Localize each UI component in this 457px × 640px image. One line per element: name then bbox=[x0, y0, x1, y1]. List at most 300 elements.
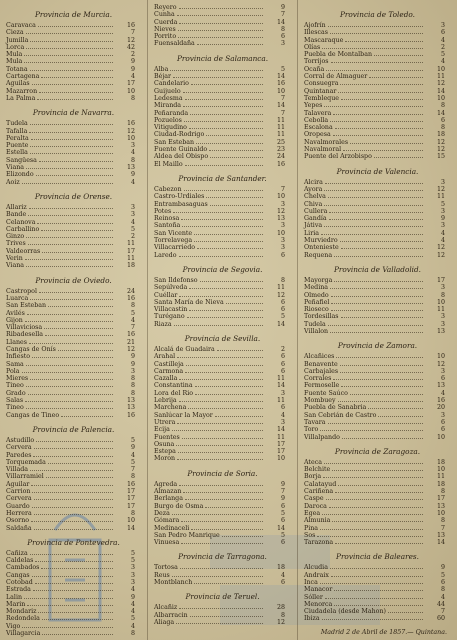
dot-leader bbox=[369, 73, 423, 78]
town-name: Cazalla bbox=[154, 375, 178, 383]
dot-leader bbox=[329, 215, 423, 220]
town-row bbox=[6, 262, 141, 269]
dot-leader bbox=[26, 233, 113, 238]
town-row bbox=[154, 434, 291, 441]
town-name: Navalmoral bbox=[304, 146, 342, 154]
town-name: Mombuey bbox=[304, 397, 336, 405]
town-name: Carmona bbox=[154, 367, 184, 375]
town-row bbox=[304, 368, 451, 375]
town-value: 17 bbox=[436, 495, 445, 503]
town-name: Medinaceli bbox=[154, 524, 190, 532]
town-name: Torrijos bbox=[304, 58, 329, 66]
town-value: 4 bbox=[130, 586, 135, 594]
town-row bbox=[304, 66, 451, 73]
town-row bbox=[6, 302, 141, 309]
town-name: Consuegra bbox=[304, 80, 339, 88]
town-name: Ateca bbox=[304, 458, 322, 466]
town-row bbox=[6, 95, 141, 102]
town-row bbox=[304, 299, 451, 306]
dot-leader bbox=[33, 452, 113, 457]
town-row bbox=[304, 29, 451, 36]
town-row bbox=[304, 186, 451, 193]
town-name: Cabezon bbox=[154, 185, 182, 193]
town-row bbox=[6, 37, 141, 44]
town-value: 7 bbox=[130, 324, 135, 332]
town-value: 11 bbox=[276, 397, 285, 405]
dot-leader bbox=[172, 572, 263, 577]
dot-leader bbox=[330, 284, 423, 289]
town-name: Torrelavega bbox=[154, 237, 193, 245]
town-value: 2 bbox=[130, 233, 135, 241]
town-row bbox=[6, 630, 141, 637]
town-name: Ecija bbox=[154, 426, 170, 434]
dot-leader bbox=[24, 594, 113, 599]
dot-leader bbox=[195, 382, 263, 387]
dot-leader bbox=[320, 426, 423, 431]
dot-leader bbox=[173, 73, 263, 78]
dot-leader bbox=[188, 404, 263, 409]
town-value: 14 bbox=[276, 382, 285, 390]
town-name: Cañiza bbox=[6, 549, 28, 557]
town-value: 5 bbox=[440, 51, 445, 59]
town-row bbox=[154, 448, 291, 455]
town-value: 4 bbox=[440, 229, 445, 237]
town-row bbox=[6, 488, 141, 495]
dot-leader bbox=[191, 525, 263, 530]
town-value: 6 bbox=[280, 360, 285, 368]
dot-leader bbox=[42, 615, 113, 620]
town-name: Osorno bbox=[6, 517, 30, 525]
town-row bbox=[304, 525, 451, 532]
town-value: 2 bbox=[280, 345, 285, 353]
town-row bbox=[304, 426, 451, 433]
dot-leader bbox=[30, 466, 113, 471]
town-value: 2 bbox=[440, 43, 445, 51]
town-value: 4 bbox=[440, 36, 445, 44]
town-row bbox=[154, 102, 291, 109]
town-value: 4 bbox=[130, 451, 135, 459]
town-name: Infiesto bbox=[6, 353, 31, 361]
town-row bbox=[304, 102, 451, 109]
town-value: 5 bbox=[130, 458, 135, 466]
town-value: 16 bbox=[436, 397, 445, 405]
town-row bbox=[304, 481, 451, 488]
town-row bbox=[154, 604, 291, 611]
town-name: Menorca bbox=[304, 600, 333, 608]
province-heading: Provincia de Murcia. bbox=[34, 10, 113, 19]
town-name: Alba bbox=[154, 65, 169, 73]
town-value: 12 bbox=[436, 80, 445, 88]
column-2 bbox=[148, 0, 298, 640]
dot-leader bbox=[335, 488, 423, 493]
town-value: 5 bbox=[280, 313, 285, 321]
dot-leader bbox=[205, 503, 263, 508]
town-row bbox=[154, 11, 291, 18]
dot-leader bbox=[34, 510, 113, 515]
town-value: 10 bbox=[436, 353, 445, 361]
town-value: 14 bbox=[436, 539, 445, 547]
town-name: Tembleque bbox=[304, 94, 339, 102]
town-row bbox=[304, 277, 451, 284]
town-value: 11 bbox=[126, 240, 135, 248]
town-value: 8 bbox=[130, 630, 135, 638]
town-value: 10 bbox=[436, 433, 445, 441]
town-value: 10 bbox=[126, 517, 135, 525]
town-row bbox=[6, 331, 141, 338]
town-row bbox=[154, 146, 291, 153]
town-value: 13 bbox=[436, 502, 445, 510]
town-value: 3 bbox=[440, 367, 445, 375]
dot-leader bbox=[340, 80, 423, 85]
town-value: 17 bbox=[276, 448, 285, 456]
dot-leader bbox=[45, 331, 113, 336]
dot-leader bbox=[30, 149, 113, 154]
province-heading: Provincia de Teruel. bbox=[185, 592, 260, 602]
town-row bbox=[6, 444, 141, 451]
town-name: Almazan bbox=[154, 488, 182, 496]
town-name: Villacastin bbox=[154, 306, 188, 314]
town-row bbox=[6, 495, 141, 502]
dot-leader bbox=[333, 110, 423, 115]
town-row bbox=[304, 517, 451, 524]
dot-leader bbox=[179, 481, 263, 486]
town-value: 60 bbox=[436, 615, 445, 623]
town-value: 3 bbox=[130, 211, 135, 219]
town-name: Osuna bbox=[154, 440, 175, 448]
town-name: Celanova bbox=[6, 218, 36, 226]
town-value: 12 bbox=[126, 127, 135, 135]
town-name: Alcañiz bbox=[154, 604, 178, 612]
dot-leader bbox=[328, 22, 423, 27]
town-value: 8 bbox=[130, 509, 135, 517]
town-value: 5 bbox=[280, 509, 285, 517]
town-value: 14 bbox=[276, 18, 285, 26]
town-value: 9 bbox=[130, 444, 135, 452]
town-name: Sangüesa bbox=[6, 156, 37, 164]
dot-leader bbox=[177, 455, 263, 460]
town-row bbox=[304, 459, 451, 466]
town-row bbox=[154, 244, 291, 251]
town-value: 10 bbox=[436, 94, 445, 102]
town-value: 4 bbox=[440, 58, 445, 66]
dot-leader bbox=[330, 29, 423, 34]
dot-leader bbox=[179, 397, 263, 402]
town-row bbox=[154, 66, 291, 73]
town-value: 16 bbox=[126, 120, 135, 128]
town-row bbox=[6, 517, 141, 524]
town-row bbox=[154, 619, 291, 626]
town-row bbox=[6, 51, 141, 58]
town-value: 12 bbox=[436, 185, 445, 193]
town-value: 18 bbox=[276, 564, 285, 572]
town-name: Puebla de Sanabria bbox=[304, 404, 367, 412]
dot-leader bbox=[338, 397, 423, 402]
dot-leader bbox=[28, 240, 113, 245]
town-value: 10 bbox=[436, 298, 445, 306]
town-value: 8 bbox=[130, 473, 135, 481]
town-row bbox=[304, 58, 451, 65]
town-name: Bande bbox=[6, 211, 27, 219]
dot-leader bbox=[341, 244, 423, 249]
dot-leader bbox=[368, 404, 423, 409]
town-row bbox=[154, 4, 291, 11]
town-name: Játiva bbox=[304, 222, 323, 230]
town-name: Riaza bbox=[154, 320, 172, 328]
town-value: 4 bbox=[440, 237, 445, 245]
town-name: Tudela bbox=[304, 320, 326, 328]
dot-leader bbox=[340, 237, 423, 242]
dot-leader bbox=[183, 488, 263, 493]
town-value: 6 bbox=[440, 29, 445, 37]
town-name: Totana bbox=[6, 65, 28, 73]
dot-leader bbox=[30, 375, 113, 380]
dot-leader bbox=[345, 37, 423, 42]
town-row bbox=[6, 623, 141, 630]
dot-leader bbox=[27, 310, 113, 315]
province-heading: Provincia de Pontevedra. bbox=[27, 537, 120, 547]
dot-leader bbox=[183, 88, 263, 93]
dot-leader bbox=[183, 102, 263, 107]
town-name: Jumilla bbox=[6, 36, 29, 44]
town-row bbox=[6, 397, 141, 404]
town-value: 10 bbox=[436, 65, 445, 73]
town-row bbox=[6, 390, 141, 397]
town-row bbox=[154, 361, 291, 368]
town-row bbox=[154, 277, 291, 284]
dot-leader bbox=[350, 390, 423, 395]
town-name: Alcudia bbox=[304, 564, 328, 572]
town-row bbox=[304, 208, 451, 215]
dot-leader bbox=[335, 124, 423, 129]
town-name: Ocaña bbox=[304, 65, 325, 73]
dot-leader bbox=[42, 630, 113, 635]
town-value: 5 bbox=[280, 65, 285, 73]
town-row bbox=[304, 292, 451, 299]
town-row bbox=[304, 564, 451, 571]
dot-leader bbox=[196, 139, 263, 144]
town-value: 6 bbox=[440, 418, 445, 426]
town-name: Ibiza bbox=[304, 615, 320, 623]
town-name: Potes bbox=[154, 207, 172, 215]
town-row bbox=[154, 404, 291, 411]
dot-leader bbox=[32, 353, 113, 358]
town-row bbox=[154, 208, 291, 215]
dot-leader bbox=[178, 26, 263, 31]
town-name: Cangas bbox=[6, 571, 30, 579]
town-name: Alcira bbox=[304, 178, 323, 186]
dot-leader bbox=[22, 623, 113, 628]
dot-leader bbox=[39, 288, 113, 293]
town-row bbox=[6, 572, 141, 579]
town-row bbox=[154, 525, 291, 532]
dot-leader bbox=[41, 226, 113, 231]
dot-leader bbox=[31, 481, 113, 486]
town-name: Elizondo bbox=[6, 171, 34, 179]
town-name: Gijon bbox=[6, 316, 23, 324]
town-row bbox=[6, 135, 141, 142]
town-row bbox=[6, 157, 141, 164]
dot-leader bbox=[331, 58, 423, 63]
town-name: Cieza bbox=[6, 29, 24, 37]
dot-leader bbox=[190, 110, 263, 115]
town-row bbox=[154, 419, 291, 426]
date-signature-line: Madrid 2 de Abril de 1857.— Quintana. bbox=[320, 629, 447, 636]
town-name: Valdeorras bbox=[6, 247, 41, 255]
dot-leader bbox=[32, 572, 113, 577]
town-name: Ayora bbox=[304, 185, 323, 193]
town-name: Torquemada bbox=[6, 458, 46, 466]
town-name: San Vicente bbox=[154, 229, 193, 237]
town-value: 7 bbox=[130, 29, 135, 37]
town-row bbox=[304, 353, 451, 360]
town-row bbox=[304, 22, 451, 29]
town-value: 10 bbox=[276, 87, 285, 95]
town-name: Aguilas bbox=[6, 80, 30, 88]
town-value: 8 bbox=[440, 517, 445, 525]
dot-leader bbox=[30, 120, 113, 125]
dot-leader bbox=[32, 503, 113, 508]
dot-leader bbox=[330, 328, 423, 333]
town-value: 3 bbox=[130, 142, 135, 150]
town-name: Béjar bbox=[154, 73, 172, 81]
town-row bbox=[6, 204, 141, 211]
town-name: Fuente Saúco bbox=[304, 389, 348, 397]
dot-leader bbox=[206, 193, 263, 198]
town-value: 3 bbox=[280, 222, 285, 230]
town-value: 6 bbox=[280, 251, 285, 259]
town-row bbox=[154, 306, 291, 313]
dot-leader bbox=[179, 604, 263, 609]
dot-leader bbox=[194, 579, 263, 584]
town-row bbox=[304, 382, 451, 389]
town-row bbox=[304, 51, 451, 58]
town-value: 4 bbox=[440, 593, 445, 601]
town-name: Almunia bbox=[304, 517, 331, 525]
dot-leader bbox=[42, 248, 113, 253]
dot-leader bbox=[374, 51, 423, 56]
town-value: 7 bbox=[280, 94, 285, 102]
town-row bbox=[154, 321, 291, 328]
town-row bbox=[304, 473, 451, 480]
dot-leader bbox=[333, 375, 423, 380]
town-value: 14 bbox=[436, 109, 445, 117]
dot-leader bbox=[329, 208, 423, 213]
town-name: Yepes bbox=[304, 102, 323, 110]
town-row bbox=[6, 288, 141, 295]
town-value: 14 bbox=[276, 320, 285, 328]
town-name: Cangas de Tineo bbox=[6, 411, 60, 419]
town-name: Aldea del Obispo bbox=[154, 153, 209, 161]
town-value: 9 bbox=[440, 215, 445, 223]
town-row bbox=[154, 193, 291, 200]
dot-leader bbox=[184, 186, 264, 191]
dot-leader bbox=[36, 437, 113, 442]
town-value: 4 bbox=[130, 149, 135, 157]
town-row bbox=[154, 124, 291, 131]
town-name: Cuerda bbox=[154, 18, 178, 26]
town-row bbox=[6, 382, 141, 389]
dot-leader bbox=[61, 412, 113, 417]
town-row bbox=[304, 601, 451, 608]
town-name: Pola bbox=[6, 367, 20, 375]
dot-leader bbox=[322, 615, 423, 620]
town-row bbox=[304, 594, 451, 601]
town-value: 5 bbox=[130, 225, 135, 233]
town-row bbox=[304, 146, 451, 153]
town-name: Turégano bbox=[154, 313, 185, 321]
dot-leader bbox=[320, 525, 423, 530]
dot-leader bbox=[38, 608, 113, 613]
dot-leader bbox=[30, 142, 113, 147]
dot-leader bbox=[185, 495, 263, 500]
town-row bbox=[6, 375, 141, 382]
dot-leader bbox=[378, 412, 423, 417]
town-value: 3 bbox=[440, 178, 445, 186]
town-row bbox=[6, 550, 141, 557]
town-name: Estrada bbox=[6, 586, 31, 594]
town-value: 10 bbox=[276, 193, 285, 201]
dot-leader bbox=[326, 66, 423, 71]
town-name: Requena bbox=[304, 251, 333, 259]
town-name: Cangas de Onís bbox=[6, 345, 56, 353]
town-name: San Ildefonso bbox=[154, 276, 198, 284]
town-row bbox=[154, 517, 291, 524]
town-name: Corrales bbox=[304, 375, 332, 383]
town-name: Santoña bbox=[154, 222, 181, 230]
town-value: 3 bbox=[440, 320, 445, 328]
town-name: San Cebrián de Castro bbox=[304, 411, 377, 419]
town-name: Villada bbox=[6, 466, 29, 474]
town-name: Avilés bbox=[6, 309, 25, 317]
town-row bbox=[304, 44, 451, 51]
dot-leader bbox=[29, 128, 113, 133]
town-name: Lalin bbox=[6, 593, 23, 601]
town-value: 23 bbox=[276, 146, 285, 154]
town-name: San Pedro Manrique bbox=[154, 531, 220, 539]
town-value: 7 bbox=[280, 11, 285, 19]
town-row bbox=[154, 161, 291, 168]
town-row bbox=[304, 572, 451, 579]
town-row bbox=[154, 412, 291, 419]
province-heading: Provincia de Orense. bbox=[34, 191, 113, 201]
dot-leader bbox=[334, 252, 423, 257]
town-name: Sóller bbox=[304, 593, 323, 601]
dot-leader bbox=[177, 353, 263, 358]
town-row bbox=[6, 149, 141, 156]
dot-leader bbox=[26, 29, 113, 34]
town-row bbox=[154, 426, 291, 433]
town-value: 2 bbox=[130, 51, 135, 59]
town-value: 10 bbox=[436, 509, 445, 517]
town-value: 8 bbox=[130, 302, 135, 310]
town-name: Cotobad bbox=[6, 579, 33, 586]
dot-leader bbox=[334, 586, 423, 591]
town-name: Gandía bbox=[304, 215, 327, 223]
province-heading: Provincia de Santander. bbox=[178, 173, 267, 183]
town-row bbox=[154, 88, 291, 95]
town-value: 5 bbox=[130, 557, 135, 565]
dot-leader bbox=[24, 51, 113, 56]
town-row bbox=[6, 44, 141, 51]
town-value: 11 bbox=[436, 193, 445, 201]
dot-leader bbox=[22, 368, 113, 373]
dot-leader bbox=[176, 619, 263, 624]
town-name: Peñafiel bbox=[304, 298, 330, 306]
dot-leader bbox=[35, 579, 113, 584]
town-name: Chiva bbox=[304, 200, 323, 208]
town-value: 3 bbox=[440, 207, 445, 215]
dot-leader bbox=[179, 375, 263, 380]
